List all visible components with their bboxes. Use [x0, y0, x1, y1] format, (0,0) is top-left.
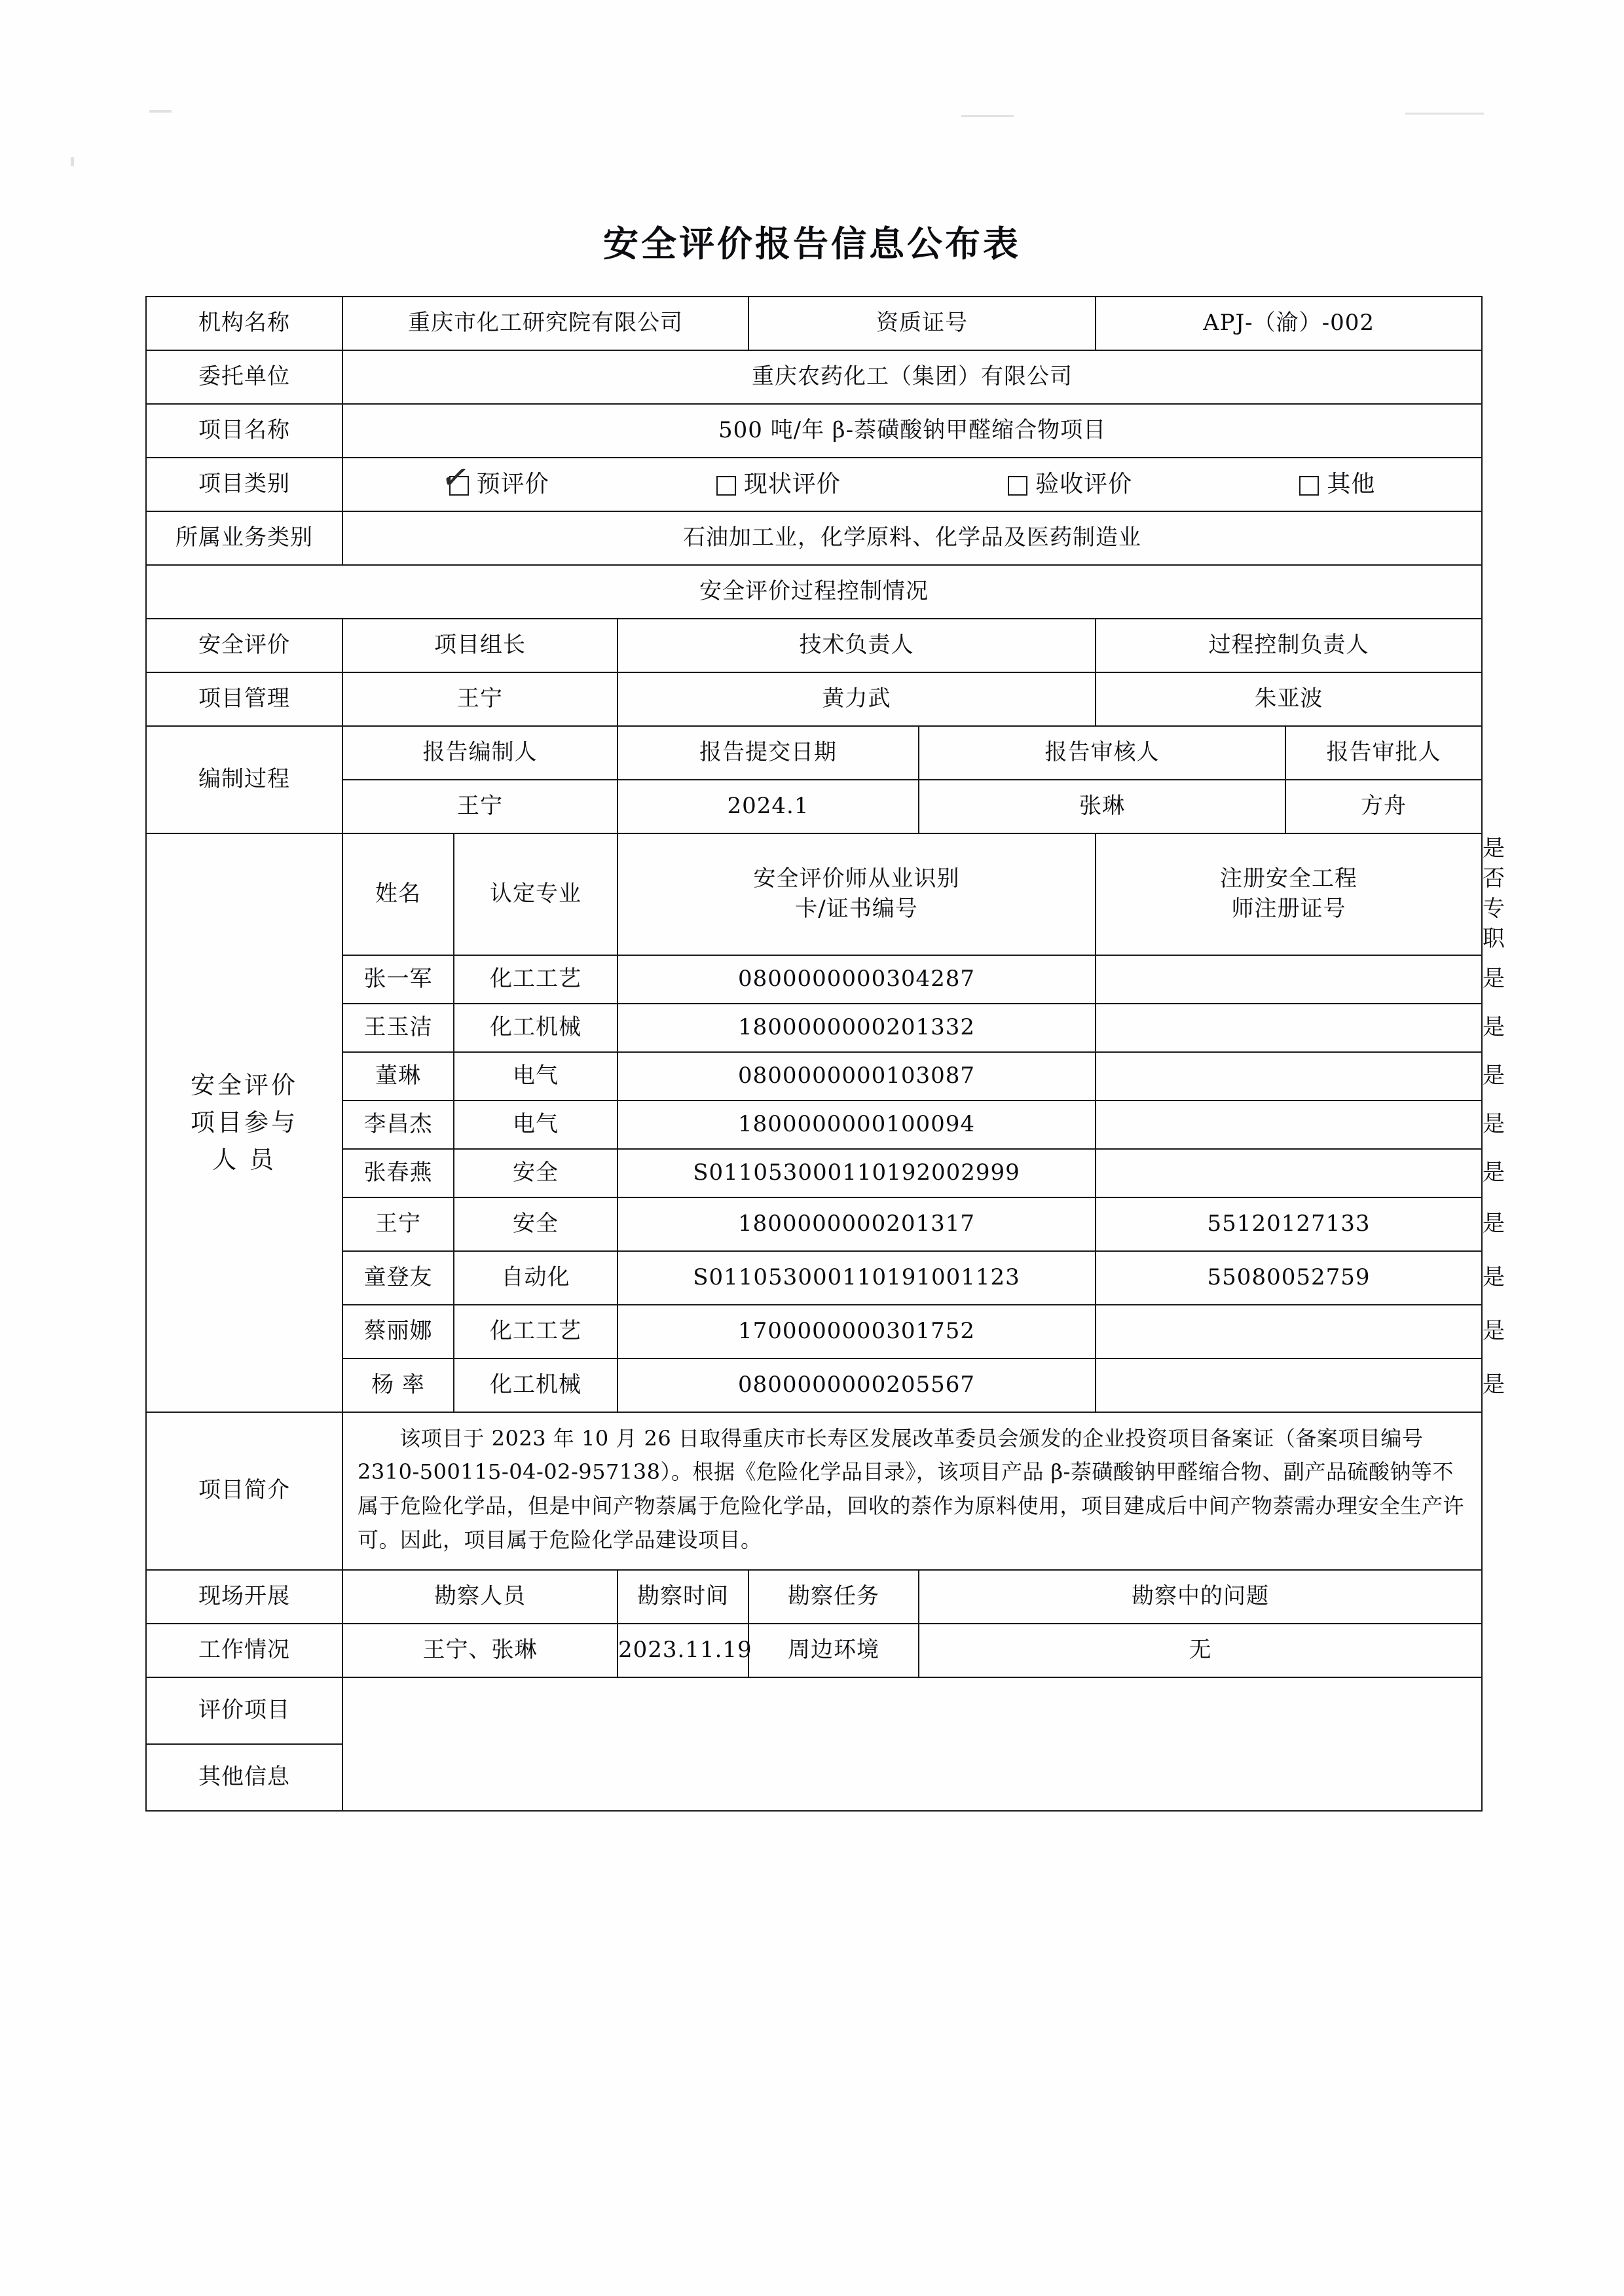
participant-major: 安全 — [454, 1197, 618, 1251]
table-row — [146, 458, 1482, 511]
compilation-label: 编制过程 — [146, 726, 342, 833]
project-name-value: 500 吨/年 β-萘磺酸钠甲醛缩合物项目 — [342, 404, 1482, 458]
table-row — [146, 619, 1482, 672]
project-type-options — [342, 458, 1482, 511]
business-label: 所属业务类别 — [146, 511, 342, 565]
survey-header-task: 勘察任务 — [748, 1570, 919, 1624]
license-value: APJ-（渝）-002 — [1096, 297, 1482, 350]
participant-name: 张春燕 — [342, 1149, 454, 1197]
participant-major: 自动化 — [454, 1251, 618, 1305]
participant-engineer — [1096, 1305, 1482, 1358]
compilation-header-reviewer: 报告审核人 — [919, 726, 1285, 780]
participants-header-engineer — [1096, 833, 1482, 955]
table-row: 杨 率 化工机械 0800000000205567 是 — [146, 1358, 1482, 1412]
table-row — [146, 1624, 1482, 1677]
checkbox-icon[interactable] — [1299, 476, 1319, 496]
scan-artifact — [961, 115, 1014, 117]
management-value-control: 朱亚波 — [1096, 672, 1482, 726]
summary-cell — [342, 1412, 1482, 1570]
participant-engineer — [1096, 1004, 1482, 1052]
compilation-value-author: 王宁 — [342, 780, 618, 833]
org-name-value: 重庆市化工研究院有限公司 — [342, 297, 748, 350]
table-row — [146, 565, 1482, 619]
org-name-label: 机构名称 — [146, 297, 342, 350]
process-section-title: 安全评价过程控制情况 — [146, 565, 1482, 619]
participant-major: 化工机械 — [454, 1358, 618, 1412]
compilation-header-date: 报告提交日期 — [618, 726, 919, 780]
participant-name: 王宁 — [342, 1197, 454, 1251]
project-type-option-其他[interactable] — [1299, 469, 1375, 501]
participants-header-card-line2: 卡/证书编号 — [795, 895, 918, 922]
participants-label-line1: 安全评价 — [191, 1070, 298, 1099]
participant-engineer — [1096, 1052, 1482, 1101]
participant-card: 0800000000304287 — [618, 955, 1096, 1004]
management-header-control: 过程控制负责人 — [1096, 619, 1482, 672]
management-label-line1: 安全评价 — [146, 619, 342, 672]
project-type-option-label: 验收评价 — [1035, 470, 1133, 498]
participant-name: 蔡丽娜 — [342, 1305, 454, 1358]
participant-engineer — [1096, 1149, 1482, 1197]
participant-card: S011053000110192002999 — [618, 1149, 1096, 1197]
table-row: 王宁 安全 1800000000201317 55120127133 是 — [146, 1197, 1482, 1251]
participant-card: 0800000000205567 — [618, 1358, 1096, 1412]
participant-card: 1700000000301752 — [618, 1305, 1096, 1358]
table-row — [146, 1570, 1482, 1624]
compilation-header-approver: 报告审批人 — [1285, 726, 1482, 780]
client-label: 委托单位 — [146, 350, 342, 404]
table-row — [146, 1677, 1482, 1744]
table-row — [146, 297, 1482, 350]
participant-card: 1800000000201317 — [618, 1197, 1096, 1251]
participant-card: 1800000000100094 — [618, 1101, 1096, 1149]
license-label: 资质证号 — [748, 297, 1096, 350]
compilation-value-reviewer: 张琳 — [919, 780, 1285, 833]
participant-engineer — [1096, 1101, 1482, 1149]
summary-text: 该项目于 2023 年 10 月 26 日取得重庆市长寿区发展改革委员会颁发的企业投资项目备案证（备案项目编号 2310-500115-04-02-957138）。根据《危险化学品目录》，该项目产品 β-萘磺酸钠甲醛缩合物、副产品硫酸钠等不属于危险化学品，但是中间产物萘属于危险化学品，回收的萘作为原料使用，项目建成后中间产物萘需办理安全生产许可。因此，项目属于危险化学品建设项目。 — [358, 1425, 1465, 1553]
checkbox-icon[interactable] — [438, 456, 473, 500]
table-row: 蔡丽娜 化工工艺 1700000000301752 是 — [146, 1305, 1482, 1358]
summary-label: 项目简介 — [146, 1412, 342, 1570]
management-label-line2: 项目管理 — [146, 672, 342, 726]
participant-major: 化工机械 — [454, 1004, 618, 1052]
table-row: 童登友 自动化 S011053000110191001123 55080052759 是 — [146, 1251, 1482, 1305]
survey-value-issues: 无 — [919, 1624, 1482, 1677]
participants-label-line3: 人 员 — [212, 1146, 276, 1175]
participant-engineer — [1096, 1358, 1482, 1412]
project-type-option-验收评价[interactable] — [1008, 469, 1132, 501]
participant-name: 李昌杰 — [342, 1101, 454, 1149]
table-row: 安全评价 项目参与 人 员 姓名 认定专业 安全评价师从业识别 卡/证书编号 注册安全工程 师注册证号 是否 专职 — [146, 833, 1482, 955]
scan-artifact — [1405, 113, 1484, 115]
participant-card: 0800000000103087 — [618, 1052, 1096, 1101]
project-type-option-预评价[interactable] — [438, 456, 549, 501]
checkbox-icon[interactable] — [716, 476, 736, 496]
table-row — [146, 672, 1482, 726]
other-label-line2: 其他信息 — [146, 1744, 342, 1811]
participants-header-name: 姓名 — [342, 833, 454, 955]
participants-header-card — [618, 833, 1096, 955]
survey-header-issues: 勘察中的问题 — [919, 1570, 1482, 1624]
participant-name: 童登友 — [342, 1251, 454, 1305]
management-value-leader: 王宁 — [342, 672, 618, 726]
survey-value-time: 2023.11.19 — [618, 1624, 748, 1677]
table-row: 张一军 化工工艺 0800000000304287 是 — [146, 955, 1482, 1004]
participant-card: S011053000110191001123 — [618, 1251, 1096, 1305]
participant-major: 电气 — [454, 1052, 618, 1101]
participants-header-engineer-line1: 注册安全工程 — [1220, 865, 1358, 892]
table-row: 李昌杰 电气 1800000000100094 是 — [146, 1101, 1482, 1149]
project-type-option-label: 预评价 — [476, 470, 549, 498]
survey-header-time: 勘察时间 — [618, 1570, 748, 1624]
participant-engineer — [1096, 955, 1482, 1004]
project-type-label: 项目类别 — [146, 458, 342, 511]
check-mark-icon: ✓ — [438, 456, 473, 500]
table-row — [146, 780, 1482, 833]
business-value: 石油加工业，化学原料、化学品及医药制造业 — [342, 511, 1482, 565]
table-row: 王玉洁 化工机械 1800000000201332 是 — [146, 1004, 1482, 1052]
participants-label — [146, 833, 342, 1412]
project-type-option-现状评价[interactable] — [716, 469, 841, 501]
project-type-option-label: 其他 — [1327, 470, 1376, 498]
compilation-value-date: 2024.1 — [618, 780, 919, 833]
table-row — [146, 511, 1482, 565]
page-title: 安全评价报告信息公布表 — [603, 223, 1021, 264]
project-type-option-label: 现状评价 — [743, 470, 841, 498]
survey-label-line2: 工作情况 — [146, 1624, 342, 1677]
survey-header-staff: 勘察人员 — [342, 1570, 618, 1624]
participant-name: 杨 率 — [342, 1358, 454, 1412]
participant-card: 1800000000201332 — [618, 1004, 1096, 1052]
participants-header-major: 认定专业 — [454, 833, 618, 955]
table-row — [146, 1412, 1482, 1570]
participant-engineer: 55120127133 — [1096, 1197, 1482, 1251]
management-value-tech: 黄力武 — [618, 672, 1096, 726]
compilation-value-approver: 方舟 — [1285, 780, 1482, 833]
participant-major: 化工工艺 — [454, 1305, 618, 1358]
report-info-table — [145, 296, 1506, 1812]
participant-major: 安全 — [454, 1149, 618, 1197]
table-row: 董琳 电气 0800000000103087 是 — [146, 1052, 1482, 1101]
survey-label-line1: 现场开展 — [146, 1570, 342, 1624]
participant-name: 张一军 — [342, 955, 454, 1004]
participants-label-line2: 项目参与 — [191, 1108, 298, 1137]
management-header-tech: 技术负责人 — [618, 619, 1096, 672]
compilation-header-author: 报告编制人 — [342, 726, 618, 780]
management-header-leader: 项目组长 — [342, 619, 618, 672]
other-value — [342, 1677, 1482, 1811]
participant-engineer: 55080052759 — [1096, 1251, 1482, 1305]
table-row — [146, 726, 1482, 780]
survey-value-task: 周边环境 — [748, 1624, 919, 1677]
checkbox-icon[interactable] — [1008, 476, 1027, 496]
participant-name: 董琳 — [342, 1052, 454, 1101]
participant-major: 化工工艺 — [454, 955, 618, 1004]
participant-major: 电气 — [454, 1101, 618, 1149]
participant-name: 王玉洁 — [342, 1004, 454, 1052]
scan-artifact — [149, 110, 172, 113]
client-value: 重庆农药化工（集团）有限公司 — [342, 350, 1482, 404]
scan-artifact — [71, 157, 74, 166]
participants-header-engineer-line2: 师注册证号 — [1231, 895, 1346, 922]
table-row — [146, 404, 1482, 458]
project-name-label: 项目名称 — [146, 404, 342, 458]
other-label-line1: 评价项目 — [146, 1677, 342, 1744]
table-row: 张春燕 安全 S011053000110192002999 是 — [146, 1149, 1482, 1197]
survey-value-staff: 王宁、张琳 — [342, 1624, 618, 1677]
table-row — [146, 350, 1482, 404]
participants-header-card-line1: 安全评价师从业识别 — [753, 865, 960, 892]
